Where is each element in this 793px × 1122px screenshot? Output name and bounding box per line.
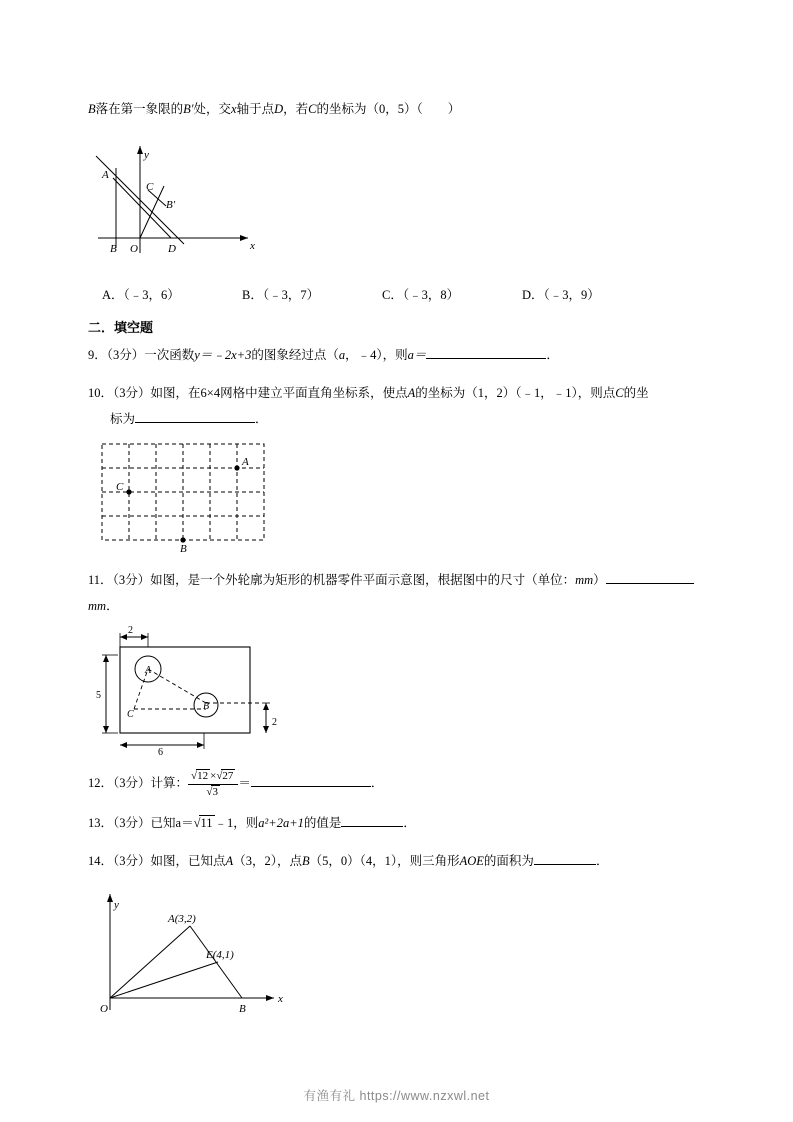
q10-text-a: 如图，在6×4网格中建立平面直角坐标系，使点 bbox=[150, 386, 408, 400]
q10-number: 10 bbox=[88, 386, 101, 400]
figure-1-label-O: O bbox=[130, 243, 138, 255]
q12-equals: ＝ bbox=[238, 776, 251, 791]
q11-tail: ． bbox=[106, 599, 119, 613]
figure-4-label-E: E(4,1) bbox=[206, 949, 234, 962]
q9-expr: y＝﹣2x+3 bbox=[194, 348, 252, 362]
q13-text-a: 已知a＝ bbox=[150, 816, 194, 831]
choice-list bbox=[102, 285, 706, 303]
stem-top-xvar: x bbox=[231, 102, 237, 116]
q12-radicand-3: 3 bbox=[212, 785, 218, 798]
figure-3-top-dim: 2 bbox=[128, 625, 133, 636]
stem-top-dvar: D bbox=[274, 102, 284, 116]
figure-2-label-C: C bbox=[116, 481, 124, 493]
q12-answer-blank[interactable] bbox=[251, 773, 371, 787]
figure-4-label-A: A(3,2) bbox=[168, 913, 196, 926]
choice-c[interactable]: C．（﹣3，8） bbox=[382, 288, 460, 302]
question-12: 12．（3分）计算： $\frac{√12 \times√27}{√3}$ ＝ ． bbox=[88, 770, 384, 798]
q9-var-a2: a＝ bbox=[407, 348, 427, 362]
q12-radicand-1: 12 bbox=[197, 770, 209, 782]
q10-var-A: A bbox=[407, 386, 416, 400]
figure-4 bbox=[94, 880, 706, 1025]
footer-watermark: 有渔有礼 https://www.nzxwl.net bbox=[303, 1089, 490, 1103]
q10-var-C: C bbox=[615, 386, 624, 400]
q13-radicand: 11 bbox=[200, 816, 213, 831]
choice-b[interactable]: B．（﹣3，7） bbox=[242, 288, 320, 302]
q9-answer-blank[interactable] bbox=[426, 345, 546, 359]
q11-text-b: ） bbox=[593, 573, 606, 587]
figure-1-label-A: A bbox=[102, 169, 109, 181]
figure-3-svg bbox=[94, 625, 314, 758]
question-10-cont bbox=[110, 406, 706, 432]
q9-tail: ． bbox=[546, 348, 559, 362]
figure-3-label-C: C bbox=[127, 709, 134, 720]
figure-3-label-A: A bbox=[145, 665, 152, 676]
figure-2-label-A: A bbox=[242, 456, 249, 468]
q12-number: 12 bbox=[88, 776, 101, 791]
choice-a[interactable]: A．（﹣3，6） bbox=[102, 288, 180, 302]
stem-top-cvar: C bbox=[308, 102, 317, 116]
q12-sqrt-2: √27 bbox=[216, 770, 234, 782]
q12-numerator bbox=[188, 770, 238, 785]
q10-text-c: 标为 bbox=[110, 412, 136, 426]
question-9: 9．（3分）一次函数y＝﹣2x+3的图象经过点（a，﹣4），则a＝ ． bbox=[88, 342, 706, 368]
q14-tail: ． bbox=[595, 854, 609, 869]
q12-denominator bbox=[188, 785, 238, 799]
q13-tail: ． bbox=[403, 816, 416, 831]
figure-1-label-D: D bbox=[168, 243, 176, 255]
q12-text-a: 计算： bbox=[150, 776, 189, 791]
q14-var-B: B bbox=[301, 854, 310, 869]
q10-text-c-lead: 的坐 bbox=[623, 386, 649, 400]
q14-var-A: A bbox=[225, 854, 234, 869]
choice-d[interactable]: D．（﹣3，9） bbox=[522, 288, 600, 302]
q9-text-a: 一次函数 bbox=[144, 348, 195, 362]
q13-expr: a²+2a+1 bbox=[258, 816, 304, 831]
figure-3-right-dim: 2 bbox=[272, 717, 277, 728]
figure-3-left-dim: 5 bbox=[96, 690, 101, 701]
q14-score: （3分） bbox=[113, 854, 151, 869]
q14-number: 14 bbox=[88, 854, 101, 869]
figure-4-label-O: O bbox=[100, 1003, 108, 1016]
figure-1-label-Bprime: B′ bbox=[166, 199, 176, 211]
q14-text-c: （5，0）（4，1），则三角形 bbox=[309, 854, 460, 869]
q14-answer-blank[interactable] bbox=[534, 851, 596, 865]
figure-1-svg bbox=[88, 128, 288, 268]
question-14: 14．（3分）如图，已知点A（3，2），点B（5，0）（4，1），则三角形AOE的面积为 ． bbox=[88, 848, 706, 874]
figure-3-label-B: B bbox=[203, 701, 210, 712]
q9-var-a1: a bbox=[338, 348, 346, 362]
q12-fraction bbox=[188, 770, 238, 798]
figure-1-label-C: C bbox=[146, 181, 154, 193]
figure-1 bbox=[88, 128, 706, 273]
q9-number: 9 bbox=[88, 348, 95, 362]
q12-radicand-2: 27 bbox=[222, 770, 234, 782]
stem-top-text5: 的坐标为（0，5）（ ） bbox=[316, 102, 461, 116]
q12-score: （3分） bbox=[113, 776, 151, 791]
stem-top-bprime: B′ bbox=[183, 102, 194, 116]
q9-score: （3分） bbox=[106, 348, 145, 362]
figure-3-bottom-dim: 6 bbox=[158, 747, 163, 758]
q14-text-d: 的面积为 bbox=[483, 854, 534, 869]
q13-number: 13 bbox=[88, 816, 101, 831]
q10-text-b: 的坐标为（1，2）（﹣1，﹣1），则点 bbox=[415, 386, 616, 400]
q14-var-AOE: AOE bbox=[459, 854, 484, 869]
figure-2-svg bbox=[96, 438, 296, 555]
q11-number: 11 bbox=[88, 573, 101, 587]
q11-unit: mm bbox=[575, 573, 594, 587]
stem-top bbox=[88, 96, 706, 122]
q11-score: （3分） bbox=[112, 573, 151, 587]
document-content bbox=[88, 96, 706, 1027]
stem-top-text3: 轴于点 bbox=[236, 102, 275, 116]
q9-text-b: 的图象经过点（ bbox=[251, 348, 339, 362]
q13-score: （3分） bbox=[113, 816, 151, 831]
figure-4-label-y: y bbox=[114, 899, 119, 912]
q12-sqrt-3: √3 bbox=[206, 785, 218, 798]
section-title-fill-blank: 二．填空题 bbox=[88, 320, 154, 335]
figure-1-label-B: B bbox=[110, 243, 117, 255]
question-11: 11．（3分）如图，是一个外轮廓为矩形的机器零件平面示意图，根据图中的尺寸（单位：mm）mm． bbox=[88, 567, 706, 619]
figure-1-label-x: x bbox=[250, 240, 255, 252]
figure-4-label-B: B bbox=[239, 1003, 246, 1016]
stem-top-prefix: B bbox=[88, 102, 96, 116]
q9-text-c: ，﹣4），则 bbox=[345, 348, 408, 362]
q10-answer-blank[interactable] bbox=[135, 409, 255, 423]
q14-text-b: （3，2），点 bbox=[233, 854, 302, 869]
q12-times: × bbox=[210, 770, 217, 782]
q11-unit2: mm bbox=[88, 599, 107, 613]
figure-4-svg bbox=[94, 880, 314, 1020]
question-13: 13．（3分）已知a＝√11 ﹣1，则a²+2a+1的值是 ． bbox=[88, 810, 706, 836]
stem-top-text2: 处，交 bbox=[193, 102, 232, 116]
q12-tail: ． bbox=[370, 776, 384, 791]
q14-text-a: 如图，已知点 bbox=[150, 854, 226, 869]
figure-4-label-x: x bbox=[278, 993, 283, 1006]
figure-2-label-B: B bbox=[180, 543, 187, 555]
q10-tail: ． bbox=[255, 412, 268, 426]
q13-answer-blank[interactable] bbox=[341, 813, 403, 827]
q10-score: （3分） bbox=[113, 386, 151, 400]
stem-top-text: 落在第一象限的 bbox=[95, 102, 184, 116]
figure-1-label-y: y bbox=[144, 149, 149, 161]
q13-text-b: ﹣1，则 bbox=[214, 816, 259, 831]
q13-sqrt: √11 bbox=[193, 816, 213, 831]
q13-text-c: 的值是 bbox=[303, 816, 342, 831]
q11-answer-blank[interactable] bbox=[606, 570, 694, 584]
q11-text-a: 如图，是一个外轮廓为矩形的机器零件平面示意图，根据图中的尺寸（单位： bbox=[150, 573, 576, 587]
question-10: 10．（3分）如图，在6×4网格中建立平面直角坐标系，使点A的坐标为（1，2）（﹣1，﹣1），则点C的坐 bbox=[88, 386, 649, 400]
q12-sqrt-1: √12 bbox=[191, 770, 209, 782]
figure-3 bbox=[94, 625, 706, 760]
figure-2 bbox=[96, 438, 706, 553]
stem-top-text4: ，若 bbox=[283, 102, 309, 116]
